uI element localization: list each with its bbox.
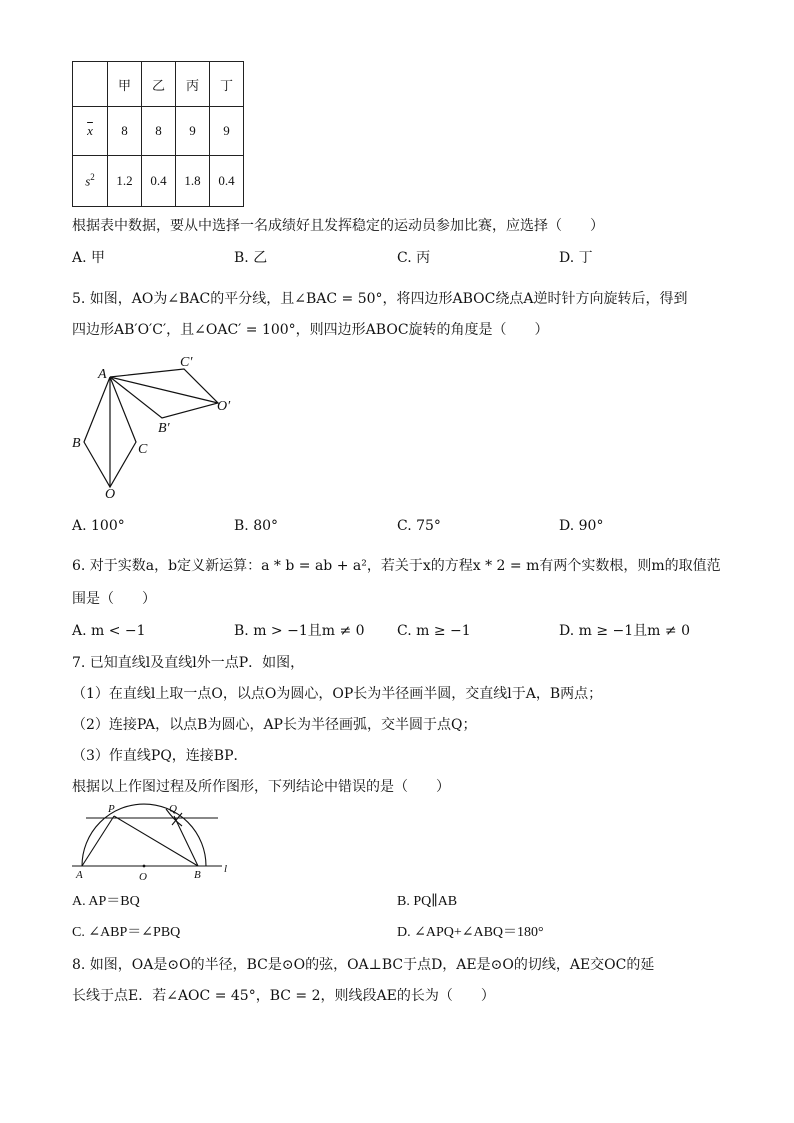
point-o [143,865,146,868]
q7-step2: （2）连接PA，以点B为圆心，AP长为半径画弧，交半圆于点Q； [72,717,477,733]
q5-option-b: B. 80° [234,518,279,534]
label-q: Q [169,803,177,815]
variance-exponent: 2 [90,172,95,183]
q5-option-c: C. 75° [397,518,441,534]
q5-stem-line1: 5. 如图，AO为∠BAC的平分线，且∠BAC = 50°，将四边形ABOC绕点A逆时针方向旋转后，得到 [72,291,688,307]
q7-step1: （1）在直线l上取一点O，以点O为圆心，OP长为半径画半圆，交直线l于A，B两点； [72,686,603,702]
label-b: B [194,869,201,881]
table-cell: 8 [142,107,176,156]
q8-stem-line2: 长线于点E．若∠AOC = 45°，BC = 2，则线段AE的长为（ ） [72,988,495,1004]
q5-stem-line2: 四边形AB′O′C′，且∠OAC′ = 100°，则四边形ABOC旋转的角度是（ ） [72,322,549,338]
q4-option-c: C. 丙 [397,250,431,266]
table-cell: 9 [210,107,244,156]
q4-option-d: D. 丁 [559,250,593,266]
label-c-prime: C′ [180,355,193,370]
table-header-cell: 甲 [108,62,142,107]
q4-option-b: B. 乙 [234,250,268,266]
q5-rotation-figure [66,350,246,502]
table-cell: 1.2 [108,156,142,207]
label-c: C [138,442,148,457]
q6-option-c: C. m ≥ −1 [397,623,471,639]
q7-option-d: D. ∠APQ+∠ABQ＝180° [397,925,544,940]
label-a: A [76,869,83,881]
q6-option-d: D. m ≥ −1且m ≠ 0 [559,623,690,639]
label-p: P [108,803,115,815]
table-cell: 1.8 [176,156,210,207]
table-row-variance [73,156,244,207]
label-b-prime: B′ [158,421,170,436]
q6-option-b: B. m > −1且m ≠ 0 [234,623,365,639]
semicircle [82,804,206,866]
label-o-prime: O′ [217,399,231,414]
label-a: A [98,367,107,382]
table-cell: 0.4 [210,156,244,207]
table-row-mean [73,107,244,156]
label-l: l [224,863,228,875]
q4-option-a: A. 甲 [72,250,106,266]
q6-option-a: A. m < −1 [72,623,146,639]
table-header-row [73,62,244,107]
q6-stem-line2: 围是（ ） [72,591,156,607]
q7-step3: （3）作直线PQ，连接BP． [72,748,248,764]
q7-option-b: B. PQ∥AB [397,894,458,909]
table-header-cell: 丙 [176,62,210,107]
quadrilateral-ab2o2c2 [110,369,218,418]
q8-stem-line1: 8. 如图，OA是⊙O的半径，BC是⊙O的弦，OA⊥BC于点D，AE是⊙O的切线，AE交OC的延 [72,957,655,973]
label-o: O [105,487,116,502]
table-header-cell: 乙 [142,62,176,107]
variance-symbol: s [85,173,91,189]
q5-option-d: D. 90° [559,518,604,534]
q4-stem: 根据表中数据，要从中选择一名成绩好且发挥稳定的运动员参加比赛，应选择（ ） [72,218,604,234]
table-row-label [73,107,108,156]
q7-question: 根据以上作图过程及所作图形，下列结论中错误的是（ ） [72,779,450,795]
table-corner-cell [73,62,108,107]
q7-stem: 7. 已知直线l及直线l外一点P．如图， [72,655,305,671]
table-cell: 8 [108,107,142,156]
q5-option-a: A. 100° [72,518,125,534]
label-o: O [139,871,147,883]
table-row-label [73,156,108,207]
label-b: B [72,436,81,451]
table-cell: 9 [176,107,210,156]
table-header-cell: 丁 [210,62,244,107]
table-cell: 0.4 [142,156,176,207]
q7-option-c: C. ∠ABP＝∠PBQ [72,925,181,940]
q7-construction-figure [70,800,240,884]
score-table [72,61,244,207]
q7-option-a: A. AP＝BQ [72,894,140,909]
mean-symbol: $\overline{x}$ [87,123,93,138]
q6-stem-line1: 6. 对于实数a，b定义新运算：a * b = ab + a²，若关于x的方程x * 2 = m有两个实数根，则m的取值范 [72,558,721,574]
